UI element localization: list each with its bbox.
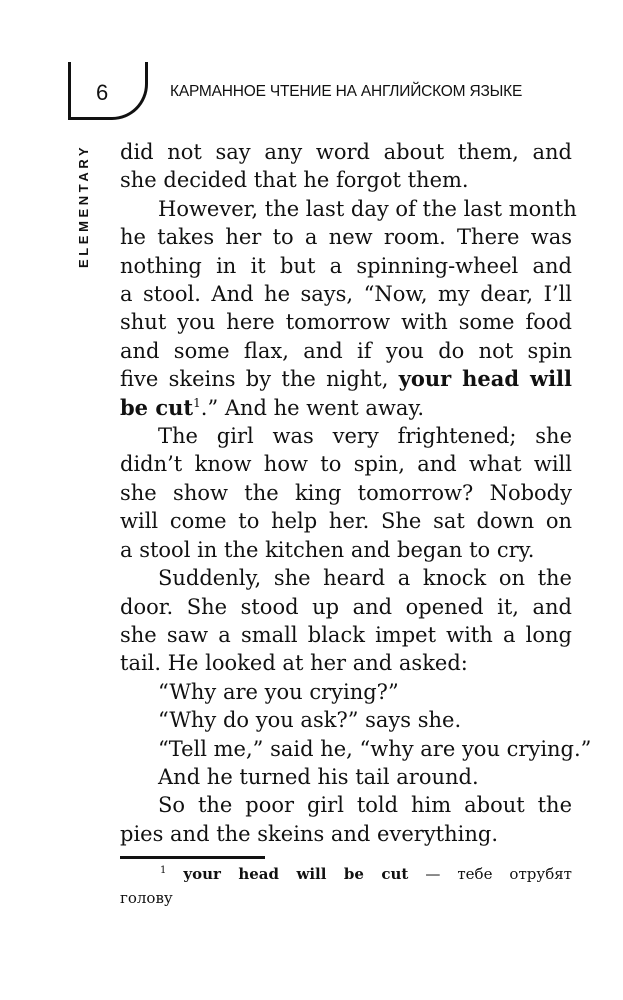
footnote-translation: тебе отрубят: [457, 865, 572, 883]
text-line: did not say any word about them, and: [120, 140, 572, 164]
text-segment: .” And he went away.: [200, 395, 425, 420]
text-line: and some flax, and if you do not spin: [120, 338, 572, 363]
text-line: [120, 394, 572, 422]
text-line: she decided that he forgot them.: [120, 168, 469, 193]
text-line: shut you here tomorrow with some food: [120, 310, 572, 335]
text-line: The girl was very frightened; she: [158, 424, 572, 449]
footnote-dash: —: [425, 865, 441, 883]
text-line: “Tell me,” said he, “why are you crying.”: [158, 736, 592, 761]
text-line: a stool. And he says, “Now, my dear, I’ll: [120, 282, 572, 307]
header-rule: [68, 62, 71, 92]
text-line: nothing in it but a spinning-wheel and: [120, 253, 572, 278]
text-line: he takes her to a new room. There was: [120, 225, 572, 250]
text-line: And he turned his tail around.: [158, 764, 479, 789]
body-text: [120, 138, 592, 848]
text-line: door. She stood up and opened it, and: [120, 594, 572, 619]
footnote-term: your head will be cut: [183, 865, 409, 883]
text-line: tail. He looked at her and asked:: [120, 651, 468, 676]
footnote-marker: 1: [160, 865, 167, 876]
text-segment: five skeins by the night,: [120, 367, 389, 392]
footnote-ref: 1: [193, 395, 201, 410]
text-line: However, the last day of the last month: [158, 196, 577, 221]
text-line: didn’t know how to spin, and what will: [120, 452, 572, 477]
text-line: “Why do you ask?” says she.: [158, 708, 462, 733]
text-line: she saw a small black impet with a long: [120, 622, 572, 647]
text-line: “Why are you crying?”: [158, 679, 399, 704]
text-line: will come to help her. She sat down on: [120, 509, 572, 534]
running-title: КАРМАННОЕ ЧТЕНИЕ НА АНГЛИЙСКОМ ЯЗЫКЕ: [170, 83, 523, 100]
footnote-line: голову: [120, 889, 173, 907]
footnote-rule: [120, 856, 265, 859]
text-line: [120, 365, 572, 393]
text-line: pies and the skeins and everything.: [120, 821, 498, 846]
text-line: a stool in the kitchen and began to cry.: [120, 537, 535, 562]
text-line: Suddenly, she heard a knock on the: [158, 566, 572, 591]
level-label: ELEMENTARY: [76, 143, 91, 268]
text-line: she show the king tomorrow? Nobody: [120, 480, 572, 505]
bold-term: be cut: [120, 394, 194, 420]
footnote: [120, 862, 572, 910]
footnote-line: [120, 862, 572, 886]
page-number: 6: [96, 80, 109, 105]
bold-term: your head will: [398, 366, 573, 392]
text-line: So the poor girl told him about the: [158, 793, 572, 818]
